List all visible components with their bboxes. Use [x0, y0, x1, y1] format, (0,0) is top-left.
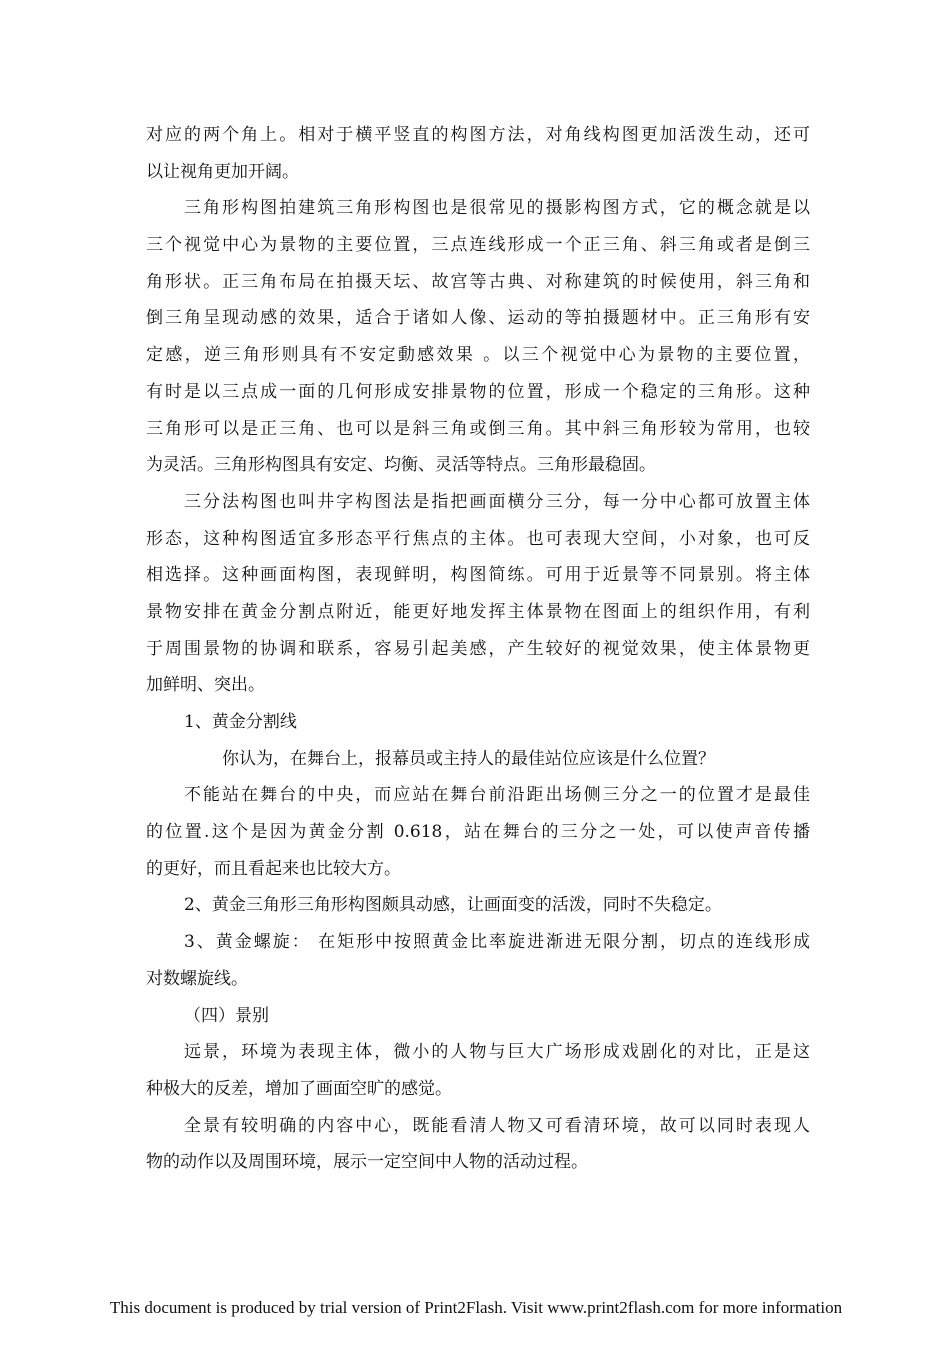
text-line: 的位置.这个是因为黄金分割 0.618，站在舞台的三分之一处，可以使声音传播: [146, 822, 810, 843]
text-line: 于周围景物的协调和联系，容易引起美感，产生较好的视觉效果，使主体景物更: [146, 638, 810, 659]
text-line: 三角形构图拍建筑三角形构图也是很常见的摄影构图方式，它的概念就是以: [184, 198, 810, 219]
text-line: 相选择。这种画面构图，表现鲜明，构图简练。可用于近景等不同景别。将主体: [146, 565, 810, 586]
text-line: 角形状。正三角布局在拍摄天坛、故宫等古典、对称建筑的时候使用，斜三角和: [146, 271, 810, 292]
text-line: 不能站在舞台的中央，而应站在舞台前沿距出场侧三分之一的位置才是最佳: [184, 785, 810, 806]
text-line: 三角形可以是正三角、也可以是斜三角或倒三角。其中斜三角形较为常用，也较: [146, 418, 810, 439]
document-body: [146, 117, 810, 1181]
text-line: 有时是以三点成一面的几何形成安排景物的位置，形成一个稳定的三角形。这种: [146, 381, 810, 402]
text-line: 三分法构图也叫井字构图法是指把画面横分三分，每一分中心都可放置主体: [184, 491, 810, 512]
text-line: 倒三角呈现动感的效果，适合于诸如人像、运动的等拍摄题材中。正三角形有安: [146, 308, 810, 329]
section-heading: 3、黄金螺旋： 在矩形中按照黄金比率旋进渐进无限分割，切点的连线形成: [184, 932, 810, 953]
text-line: 以让视角更加开阔。: [146, 161, 299, 182]
text-line: 的更好，而且看起来也比较大方。: [146, 858, 401, 879]
text-line: 对应的两个角上。相对于横平竖直的构图方法，对角线构图更加活泼生动，还可: [146, 125, 810, 145]
text-line: 远景，环境为表现主体，微小的人物与巨大广场形成戏剧化的对比，正是这: [184, 1042, 810, 1063]
text-line: 加鲜明、突出。: [146, 675, 265, 696]
text-line: 定感，逆三角形则具有不安定動感效果 。以三个视觉中心为景物的主要位置，: [146, 345, 810, 366]
text-line: 物的动作以及周围环境，展示一定空间中人物的活动过程。: [146, 1152, 588, 1173]
text-line: 为灵活。三角形构图具有安定、均衡、灵活等特点。三角形最稳固。: [146, 455, 656, 476]
section-heading: （四）景别: [184, 1005, 269, 1026]
text-line: 三个视觉中心为景物的主要位置，三点连线形成一个正三角、斜三角或者是倒三: [146, 235, 810, 256]
text-line: 对数螺旋线。: [146, 968, 248, 989]
text-line: 全景有较明确的内容中心，既能看清人物又可看清环境，故可以同时表现人: [184, 1115, 810, 1136]
text-line: 形态，这种构图适宜多形态平行焦点的主体。也可表现大空间，小对象，也可反: [146, 528, 810, 549]
text-line: 种极大的反差，增加了画面空旷的感觉。: [146, 1078, 452, 1099]
section-heading: 1、黄金分割线: [184, 712, 297, 732]
section-heading: 2、黄金三角形三角形构图颇具动感，让画面变的活泼，同时不失稳定。: [184, 895, 722, 916]
trial-watermark-footer: This document is produced by trial version of Print2Flash. Visit www.print2flash.com for more information: [109, 1298, 843, 1317]
text-line: 景物安排在黄金分割点附近，能更好地发挥主体景物在图面上的组织作用，有利: [146, 601, 810, 622]
question-line: 你认为，在舞台上，报幕员或主持人的最佳站位应该是什么位置？: [222, 748, 715, 769]
